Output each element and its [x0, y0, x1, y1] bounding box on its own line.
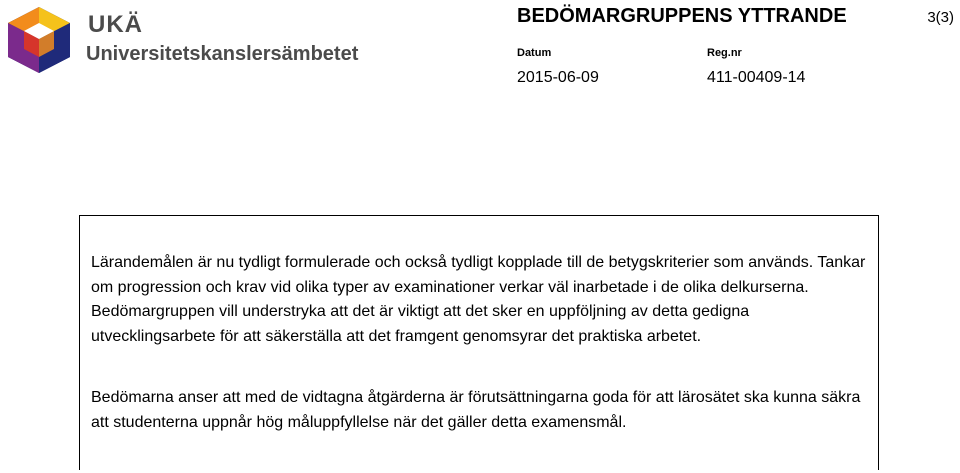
- assessment-text-box: [79, 215, 879, 470]
- document-title: BEDÖMARGRUPPENS YTTRANDE: [517, 5, 847, 27]
- regnr-label: Reg.nr: [707, 47, 742, 59]
- org-abbreviation: UKÄ: [88, 11, 143, 38]
- regnr-value: 411-00409-14: [707, 69, 806, 86]
- date-value: 2015-06-09: [517, 69, 599, 86]
- page-number: 3(3): [927, 9, 954, 26]
- paragraph-conclusion: Bedömarna anser att med de vidtagna åtgärderna är förutsättningarna goda för att lärosätet ska kunna säkra att studenterna uppnår hög måluppfyllelse när det gäller detta examensmål.: [91, 389, 861, 431]
- org-name: Universitetskanslersämbetet: [86, 43, 359, 65]
- date-label: Datum: [517, 47, 552, 59]
- uka-logo-icon: [6, 5, 72, 75]
- paragraph-learning-outcomes: Lärandemålen är nu tydligt formulerade och också tydligt kopplade till de betygskriterier som används. Tankar om progression och krav vid olika typer av examinationer verkar väl inarbetade i de olika delkurserna. Bedömargruppen vill understryka att det är viktigt att det sker en uppföljning av detta gedigna utvecklingsarbete för att säkerställa att det framgent genomsyrar det praktiska arbetet.: [91, 254, 866, 345]
